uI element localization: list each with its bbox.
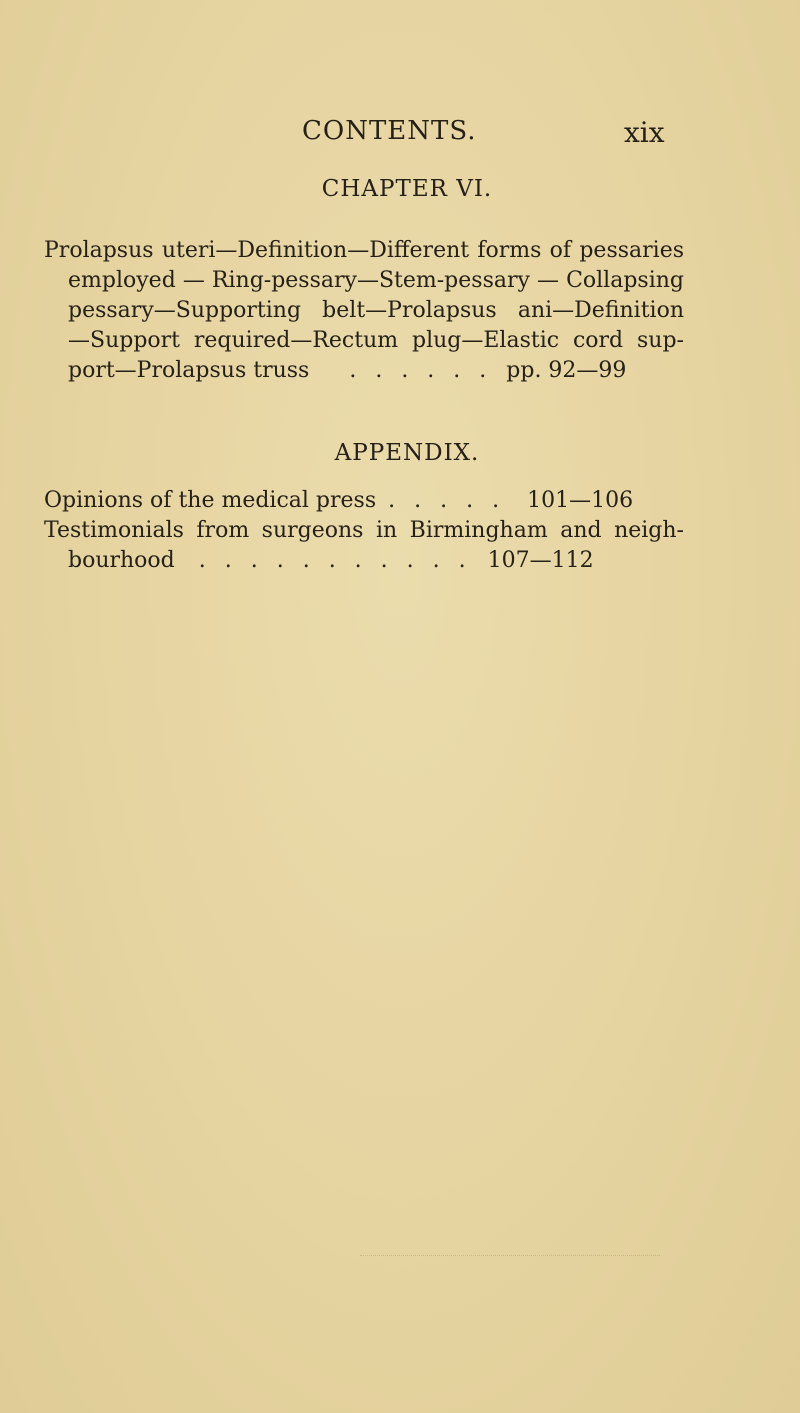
page-range: pp. 92—99 [506,358,627,383]
page-range: 107—112 [487,548,594,573]
contents-line: Prolapsus uteri—Definition—Different forms of pessaries [44,238,684,263]
dot-leader: . . . . . . [349,358,493,383]
contents-final-line [44,356,684,386]
dot-leader: . . . . . [388,488,506,513]
contents-line: —Support required—Rectum plug—Elastic cord sup- [68,328,684,353]
dot-leader: . . . . . . . . . . . [198,548,472,573]
contents-line: pessary—Supporting belt—Prolapsus ani—Definition [68,298,684,323]
appendix-contents [44,486,684,576]
entry-text: Testimonials from surgeons in Birmingham and neigh- [44,518,684,543]
page-number: xix [624,116,665,149]
running-head [0,116,800,156]
appendix-heading: APPENDIX. [334,440,480,466]
appendix-entry-continuation [44,546,684,576]
chapter-heading: CHAPTER VI. [321,176,493,202]
contents-line-text: port—Prolapsus truss [68,358,310,383]
appendix-entry [44,486,684,516]
running-head-title: CONTENTS. [302,116,477,146]
chapter-six-contents [44,236,684,386]
entry-text: Opinions of the medical press [44,488,377,513]
entry-text-continuation: bourhood [68,548,175,573]
contents-line: employed — Ring-pessary—Stem-pessary — Collapsing [68,268,684,293]
paper-mark [360,1255,660,1262]
page-range: 101—106 [527,488,634,513]
